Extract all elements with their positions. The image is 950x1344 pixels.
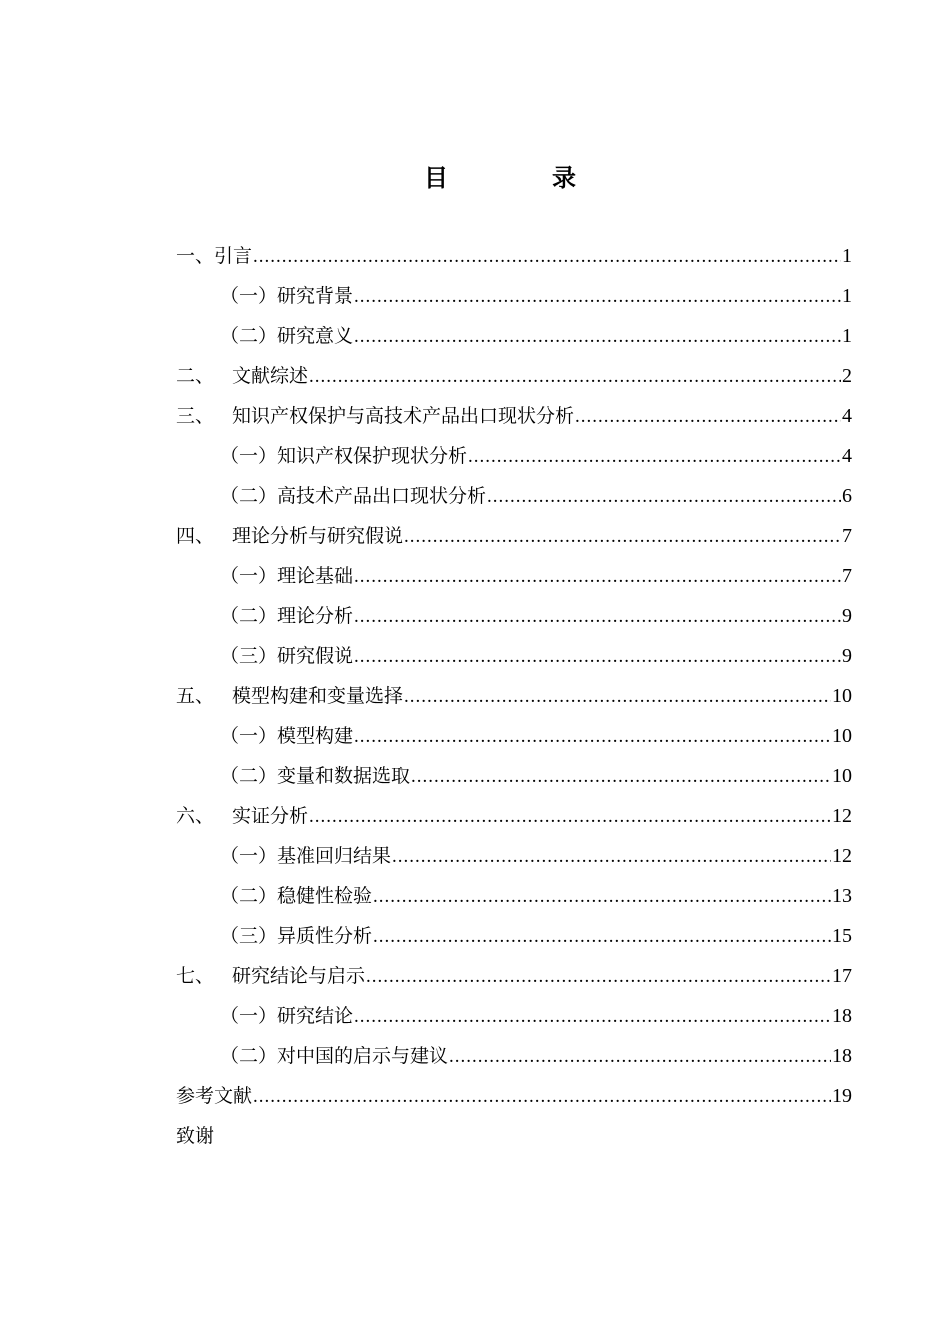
toc-entry-page-number: 10	[832, 765, 852, 787]
toc-entry-number: 五、	[176, 685, 215, 707]
toc-dot-leader	[373, 917, 831, 957]
toc-entry-title: 研究结论与启示	[232, 965, 366, 987]
toc-dot-leader	[468, 437, 841, 477]
toc-entry-section[interactable]	[176, 316, 852, 356]
toc-list	[176, 236, 852, 1156]
toc-entry-page-number: 12	[832, 805, 852, 827]
toc-entry-number: 六、	[176, 805, 215, 827]
toc-dot-leader	[575, 397, 841, 437]
toc-dot-leader	[449, 1037, 831, 1077]
toc-dot-leader	[309, 797, 831, 837]
toc-entry-page-number: 6	[842, 485, 852, 507]
toc-entry-title: （三）异质性分析	[220, 925, 373, 947]
toc-entry-title: （一）研究背景	[220, 285, 354, 307]
toc-entry-number: 二、	[176, 365, 215, 387]
toc-entry-title: 模型构建和变量选择	[232, 685, 404, 707]
toc-entry-title: 参考文献	[176, 1085, 253, 1107]
toc-entry-section[interactable]	[176, 916, 852, 956]
toc-entry-section[interactable]	[176, 836, 852, 876]
toc-entry-chapter[interactable]	[176, 796, 852, 836]
toc-entry-section[interactable]	[176, 756, 852, 796]
toc-dot-leader	[354, 637, 841, 677]
toc-entry-page-number: 15	[832, 925, 852, 947]
toc-entry-title: 致谢	[176, 1125, 215, 1147]
toc-entry-page-number: 2	[842, 365, 852, 387]
toc-entry-page-number: 10	[832, 725, 852, 747]
toc-entry-chapter[interactable]	[176, 516, 852, 556]
toc-entry-page-number: 7	[842, 525, 852, 547]
toc-entry-number: 三、	[176, 405, 215, 427]
toc-entry-section[interactable]	[176, 476, 852, 516]
toc-dot-leader	[487, 477, 841, 517]
toc-dot-leader	[354, 717, 831, 757]
toc-entry-section[interactable]	[176, 716, 852, 756]
toc-entry-title: （二）对中国的启示与建议	[220, 1045, 449, 1067]
toc-entry-title: （一）知识产权保护现状分析	[220, 445, 468, 467]
toc-entry-chapter[interactable]	[176, 1076, 852, 1116]
toc-dot-leader	[354, 997, 831, 1037]
toc-entry-title: 实证分析	[232, 805, 309, 827]
toc-entry-title: （二）稳健性检验	[220, 885, 373, 907]
toc-dot-leader	[392, 837, 831, 877]
toc-entry-page-number: 18	[832, 1005, 852, 1027]
toc-entry-chapter[interactable]	[176, 396, 852, 436]
toc-entry-page-number: 13	[832, 885, 852, 907]
toc-entry-page-number: 7	[842, 565, 852, 587]
toc-entry-page-number: 1	[842, 245, 852, 267]
toc-entry-page-number: 10	[832, 685, 852, 707]
toc-entry-title: （一）基准回归结果	[220, 845, 392, 867]
toc-entry-page-number: 9	[842, 645, 852, 667]
toc-entry-title: （一）理论基础	[220, 565, 354, 587]
toc-dot-leader	[404, 517, 841, 557]
toc-entry-chapter[interactable]	[176, 356, 852, 396]
toc-entry-page-number: 18	[832, 1045, 852, 1067]
toc-entry-chapter[interactable]	[176, 236, 852, 276]
toc-entry-title: 知识产权保护与高技术产品出口现状分析	[232, 405, 575, 427]
toc-entry-page-number: 4	[842, 445, 852, 467]
toc-entry-page-number: 1	[842, 325, 852, 347]
toc-dot-leader	[366, 957, 831, 997]
toc-entry-section[interactable]	[176, 436, 852, 476]
toc-entry-title: 一、引言	[176, 245, 253, 267]
toc-dot-leader	[411, 757, 831, 797]
toc-dot-leader	[354, 597, 841, 637]
toc-entry-section[interactable]	[176, 1036, 852, 1076]
toc-entry-page-number: 12	[832, 845, 852, 867]
toc-dot-leader	[373, 877, 831, 917]
toc-entry-title: （二）研究意义	[220, 325, 354, 347]
toc-entry-page-number: 9	[842, 605, 852, 627]
toc-entry-title: （一）模型构建	[220, 725, 354, 747]
toc-dot-leader	[354, 277, 841, 317]
toc-entry-section[interactable]	[176, 996, 852, 1036]
toc-entry-chapter[interactable]	[176, 676, 852, 716]
toc-dot-leader	[354, 557, 841, 597]
toc-entry-title: 文献综述	[232, 365, 309, 387]
toc-entry-page-number: 4	[842, 405, 852, 427]
toc-entry-title: （二）理论分析	[220, 605, 354, 627]
toc-dot-leader	[253, 237, 841, 277]
toc-entry-chapter[interactable]	[176, 956, 852, 996]
toc-entry-number: 四、	[176, 525, 215, 547]
toc-entry-chapter[interactable]	[176, 1116, 852, 1156]
toc-entry-section[interactable]	[176, 876, 852, 916]
toc-entry-title: 理论分析与研究假说	[232, 525, 404, 547]
toc-entry-page-number: 1	[842, 285, 852, 307]
toc-entry-section[interactable]	[176, 276, 852, 316]
toc-entry-title: （二）变量和数据选取	[220, 765, 411, 787]
toc-dot-leader	[354, 317, 841, 357]
toc-entry-title: （一）研究结论	[220, 1005, 354, 1027]
toc-title: 目 录	[424, 164, 616, 192]
toc-dot-leader	[404, 677, 831, 717]
toc-dot-leader	[309, 357, 841, 397]
toc-entry-section[interactable]	[176, 556, 852, 596]
toc-entry-page-number: 17	[832, 965, 852, 987]
toc-entry-title: （三）研究假说	[220, 645, 354, 667]
toc-dot-leader	[253, 1077, 831, 1117]
toc-entry-title: （二）高技术产品出口现状分析	[220, 485, 487, 507]
toc-entry-number: 七、	[176, 965, 215, 987]
toc-entry-section[interactable]	[176, 636, 852, 676]
toc-entry-page-number: 19	[832, 1085, 852, 1107]
toc-entry-section[interactable]	[176, 596, 852, 636]
